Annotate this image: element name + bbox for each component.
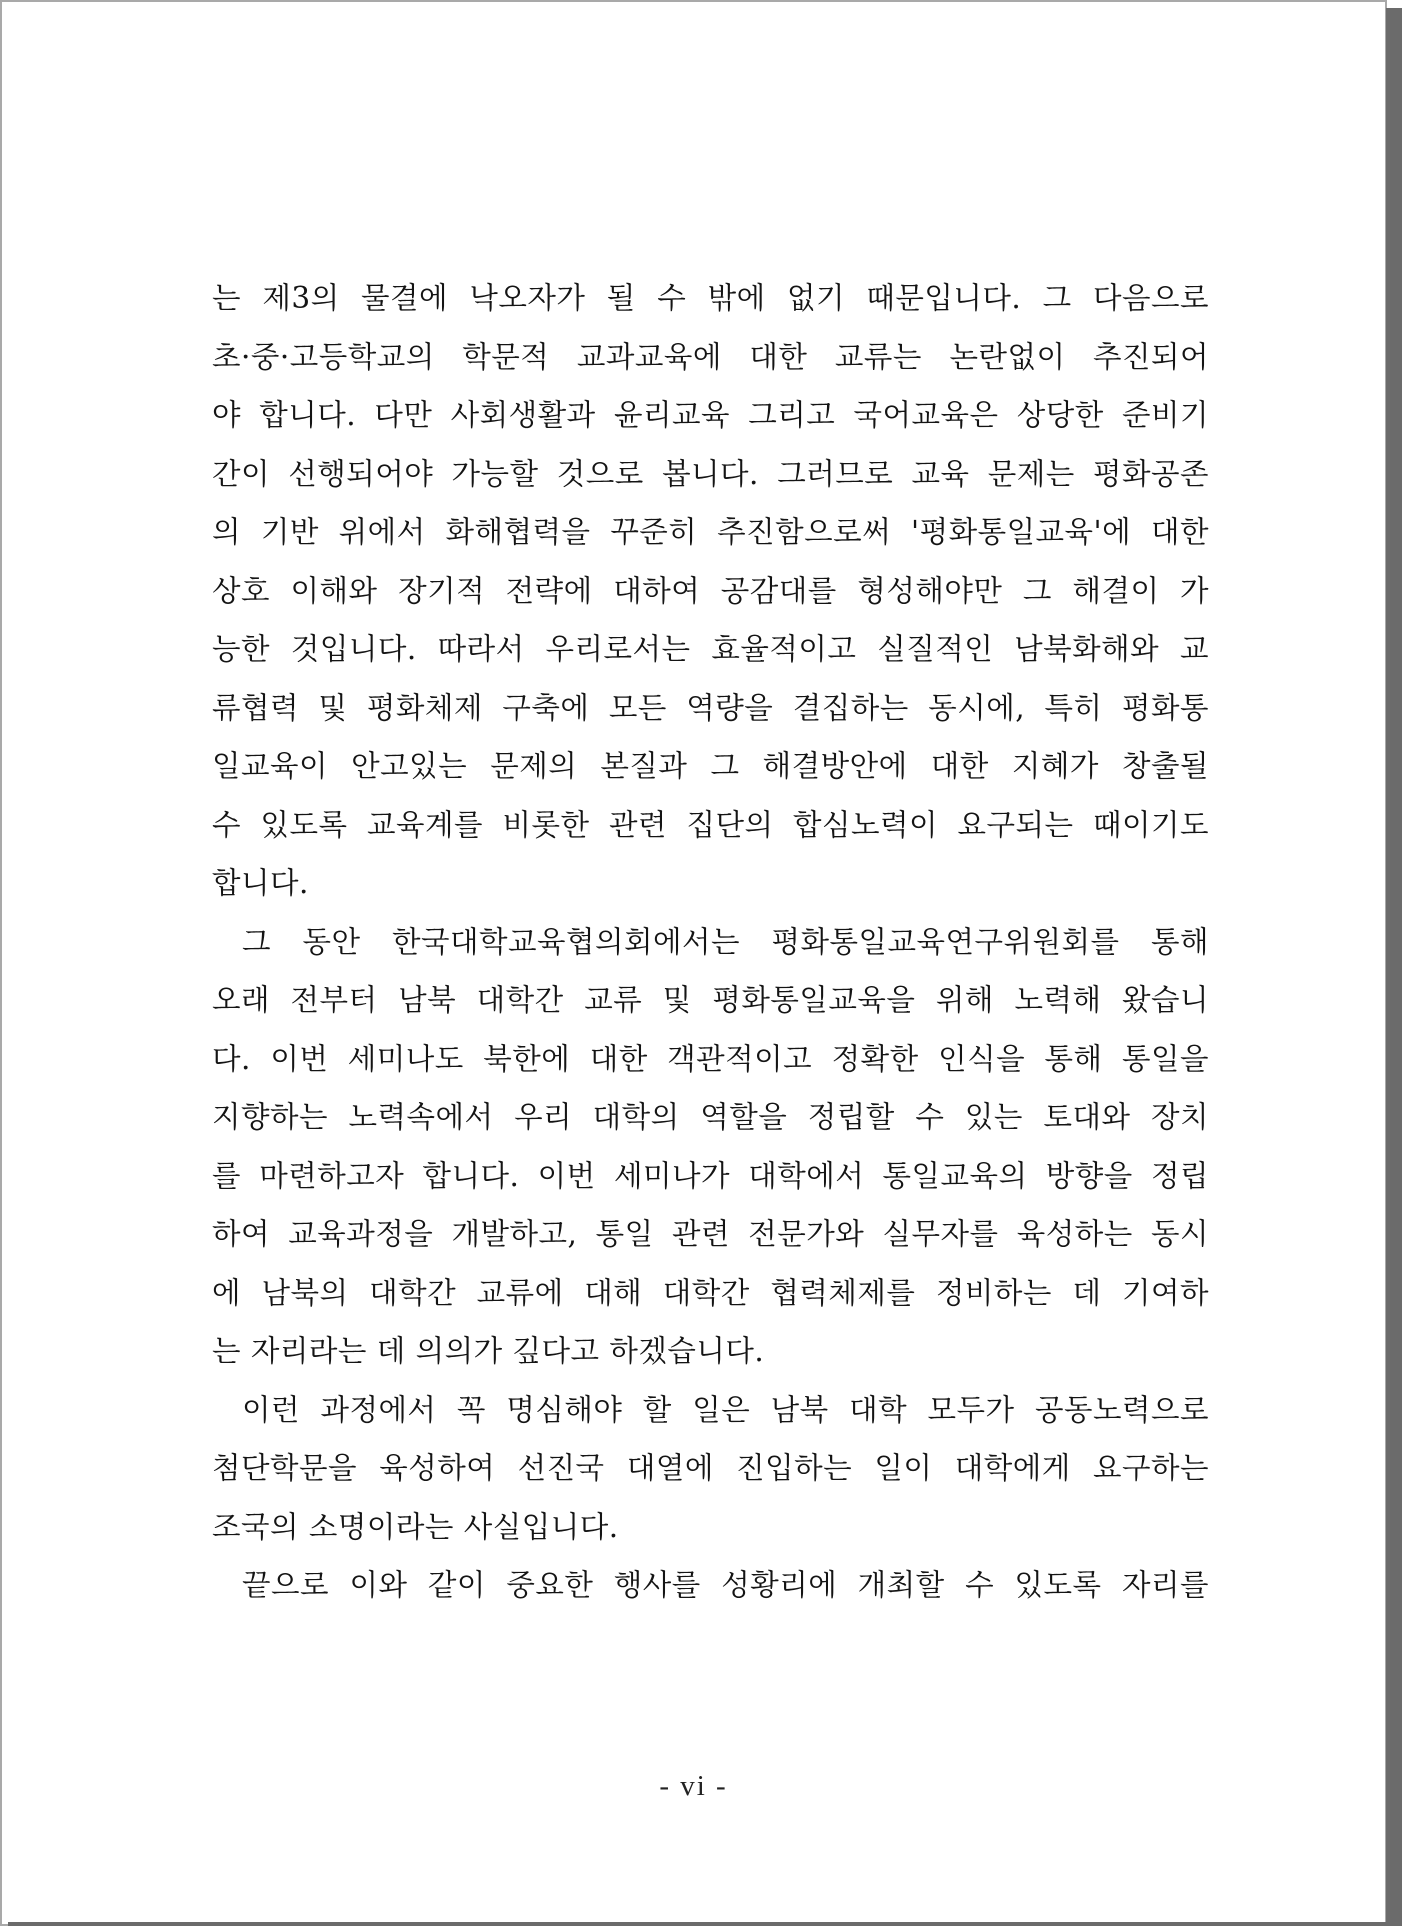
text-line: 그 동안 한국대학교육협의회에서는 평화통일교육연구위원회를 통해: [242, 924, 1209, 959]
text-line: 를 마련하고자 합니다. 이번 세미나가 대학에서 통일교육의 방향을 정립: [212, 1158, 1209, 1193]
text-line: 지향하는 노력속에서 우리 대학의 역할을 정립할 수 있는 토대와 장치: [212, 1100, 1209, 1134]
text-line: 오래 전부터 남북 대학간 교류 및 평화통일교육을 위해 노력해 왔습니: [212, 983, 1209, 1017]
page-shadow-right: [1386, 8, 1402, 1924]
text-line: 일교육이 안고있는 문제의 본질과 그 해결방안에 대한 지혜가 창출될: [212, 749, 1209, 783]
text-line: 수 있도록 교육계를 비롯한 관련 집단의 합심노력이 요구되는 때이기도: [212, 807, 1209, 842]
text-line: 의 기반 위에서 화해협력을 꾸준히 추진함으로써 '평화통일교육'에 대한: [212, 515, 1209, 549]
text-line: 상호 이해와 장기적 전략에 대하여 공감대를 형성해야만 그 해결이 가: [212, 573, 1209, 608]
text-line: 에 남북의 대학간 교류에 대해 대학간 협력체제를 정비하는 데 기여하: [212, 1275, 1209, 1310]
text-line: 는 자리라는 데 의의가 깊다고 하겠습니다.: [212, 1334, 765, 1368]
text-line: 합니다.: [212, 866, 309, 900]
page-shadow-bottom: [8, 1922, 1402, 1926]
text-line: 첨단학문을 육성하여 선진국 대열에 진입하는 일이 대학에게 요구하는: [212, 1451, 1209, 1485]
page-number: - vi -: [659, 1770, 728, 1802]
text-line: 야 합니다. 다만 사회생활과 윤리교육 그리고 국어교육은 상당한 준비기: [212, 398, 1209, 432]
text-line: 간이 선행되어야 가능할 것으로 봅니다. 그러므로 교육 문제는 평화공존: [212, 456, 1209, 491]
text-line: 능한 것입니다. 따라서 우리로서는 효율적이고 실질적인 남북화해와 교: [212, 632, 1209, 666]
text-line: 하여 교육과정을 개발하고, 통일 관련 전문가와 실무자를 육성하는 동시: [212, 1217, 1209, 1251]
text-line: 다. 이번 세미나도 북한에 대한 객관적이고 정확한 인식을 통해 통일을: [212, 1041, 1209, 1076]
text-line: 이런 과정에서 꼭 명심해야 할 일은 남북 대학 모두가 공동노력으로: [242, 1392, 1209, 1427]
text-line: 조국의 소명이라는 사실입니다.: [212, 1509, 619, 1544]
text-line: 류협력 및 평화체제 구축에 모든 역량을 결집하는 동시에, 특히 평화통: [212, 690, 1209, 725]
body-text: [212, 269, 1209, 1615]
text-line: 끝으로 이와 같이 중요한 행사를 성황리에 개최할 수 있도록 자리를: [242, 1568, 1209, 1602]
text-line: 초·중·고등학교의 학문적 교과교육에 대한 교류는 논란없이 추진되어: [212, 339, 1209, 374]
text-line: 는 제3의 물결에 낙오자가 될 수 밖에 없기 때문입니다. 그 다음으로: [212, 281, 1209, 315]
